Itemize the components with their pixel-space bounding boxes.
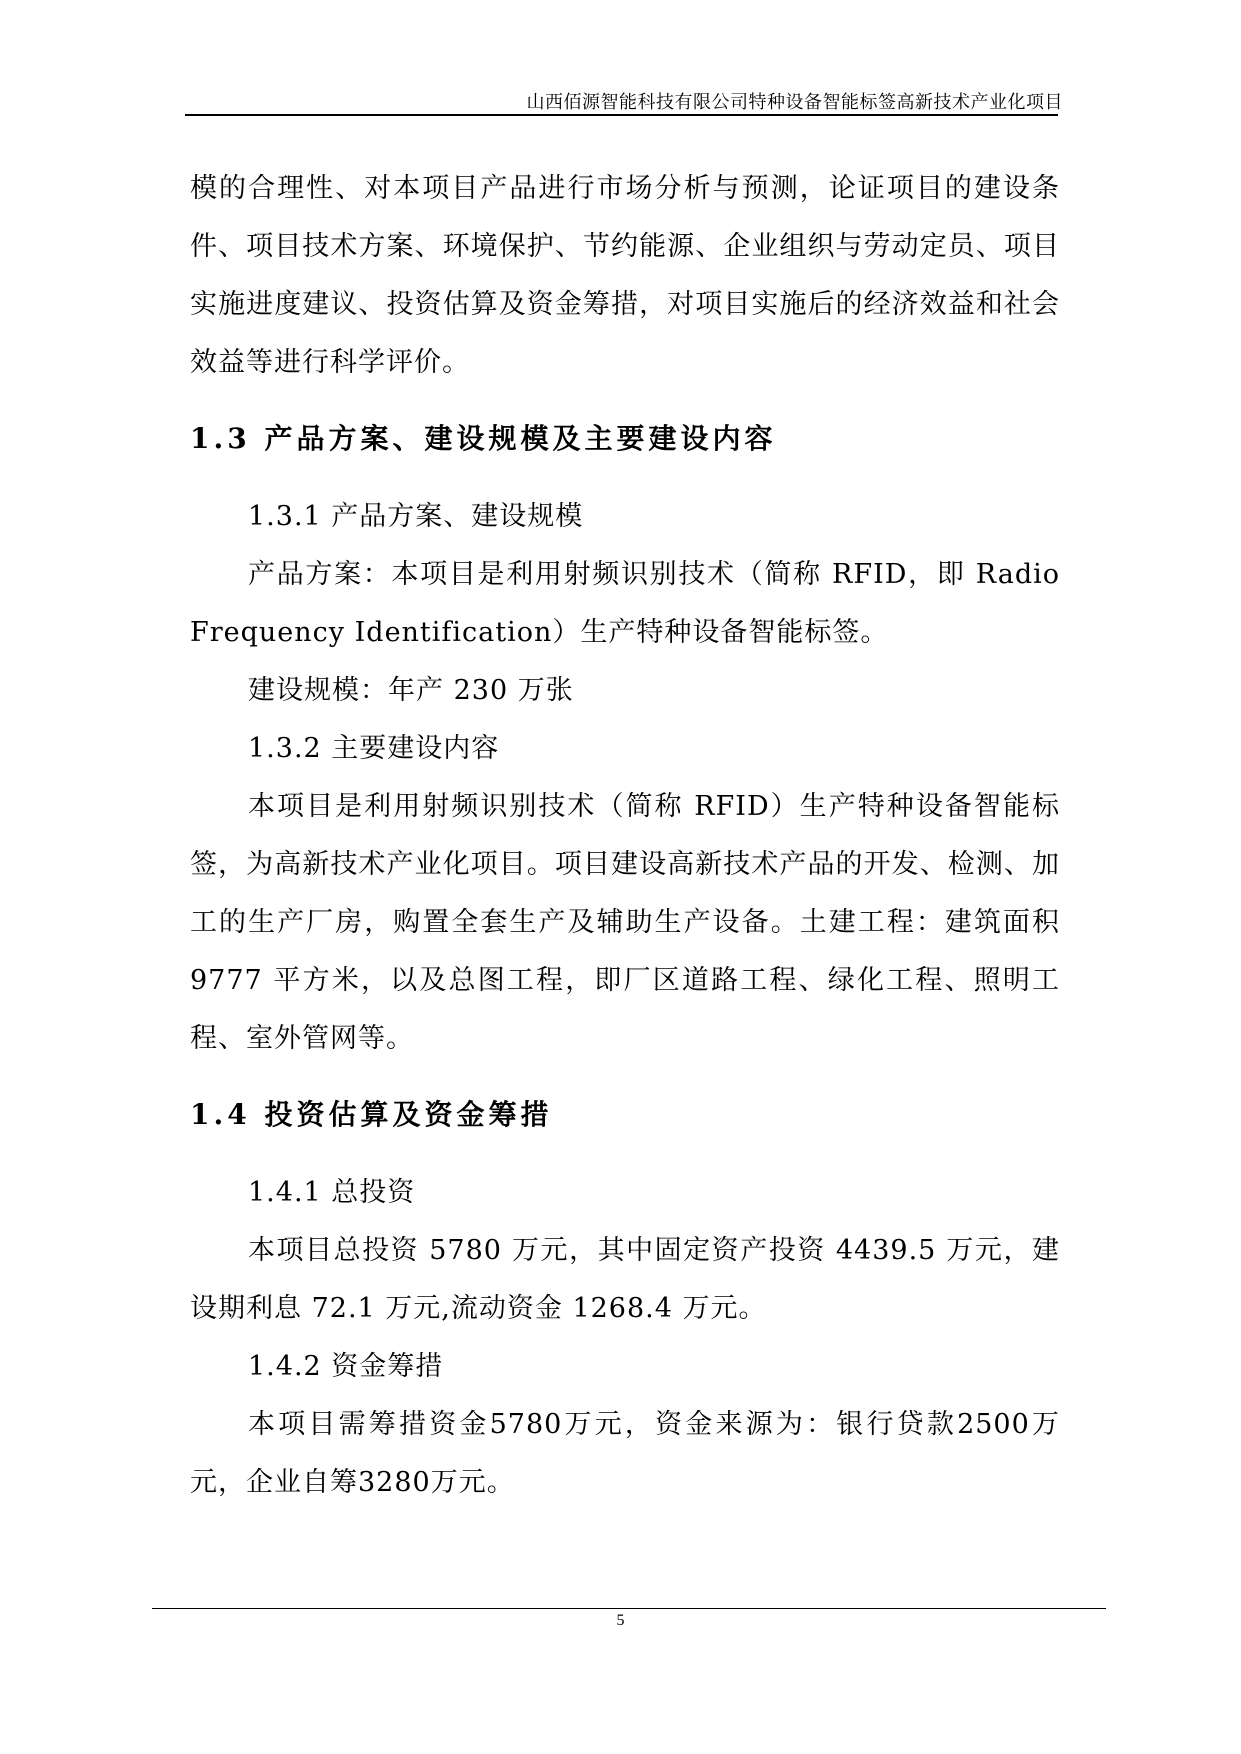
scale-paragraph: 建设规模：年产 230 万张 [248,675,574,706]
intro-paragraph: 模的合理性、对本项目产品进行市场分析与预测，论证项目的建设条件、项目技术方案、环境保护、节约能源、企业组织与劳动定员、项目实施进度建议、投资估算及资金筹措，对项目实施后的经济效益和社会效益等进行科学评价。 [190,173,1060,378]
subheading-1-4-2: 1.4.2 资金筹措 [248,1351,444,1382]
total-investment-paragraph: 本项目总投资 5780 万元，其中固定资产投资 4439.5 万元，建设期利息 72.1 万元,流动资金 1268.4 万元。 [190,1235,1060,1324]
footer-rule [152,1608,1106,1609]
section-heading-1-4: 1.4 投资估算及资金筹措 [190,1098,553,1131]
subheading-1-3-1: 1.3.1 产品方案、建设规模 [248,501,584,532]
subheading-1-3-2: 1.3.2 主要建设内容 [248,733,500,764]
construction-content-paragraph: 本项目是利用射频识别技术（简称 RFID）生产特种设备智能标签，为高新技术产业化项目。项目建设高新技术产品的开发、检测、加工的生产厂房，购置全套生产及辅助生产设备。土建工程：建筑面积 9777 平方米，以及总图工程，即厂区道路工程、绿化工程、照明工程、室外管网等。 [190,791,1060,1054]
header-rule [185,114,1058,116]
page-number: 5 [616,1612,625,1629]
product-plan-paragraph: 产品方案：本项目是利用射频识别技术（简称 RFID，即 Radio Frequency Identification）生产特种设备智能标签。 [190,559,1060,648]
funding-paragraph: 本项目需筹措资金5780万元，资金来源为：银行贷款2500万元，企业自筹3280万元。 [190,1409,1060,1498]
running-header: 山西佰源智能科技有限公司特种设备智能标签高新技术产业化项目 [526,92,1063,113]
page-content [190,160,1060,1512]
subheading-1-4-1: 1.4.1 总投资 [248,1177,416,1208]
section-heading-1-3: 1.3 产品方案、建设规模及主要建设内容 [190,422,777,455]
